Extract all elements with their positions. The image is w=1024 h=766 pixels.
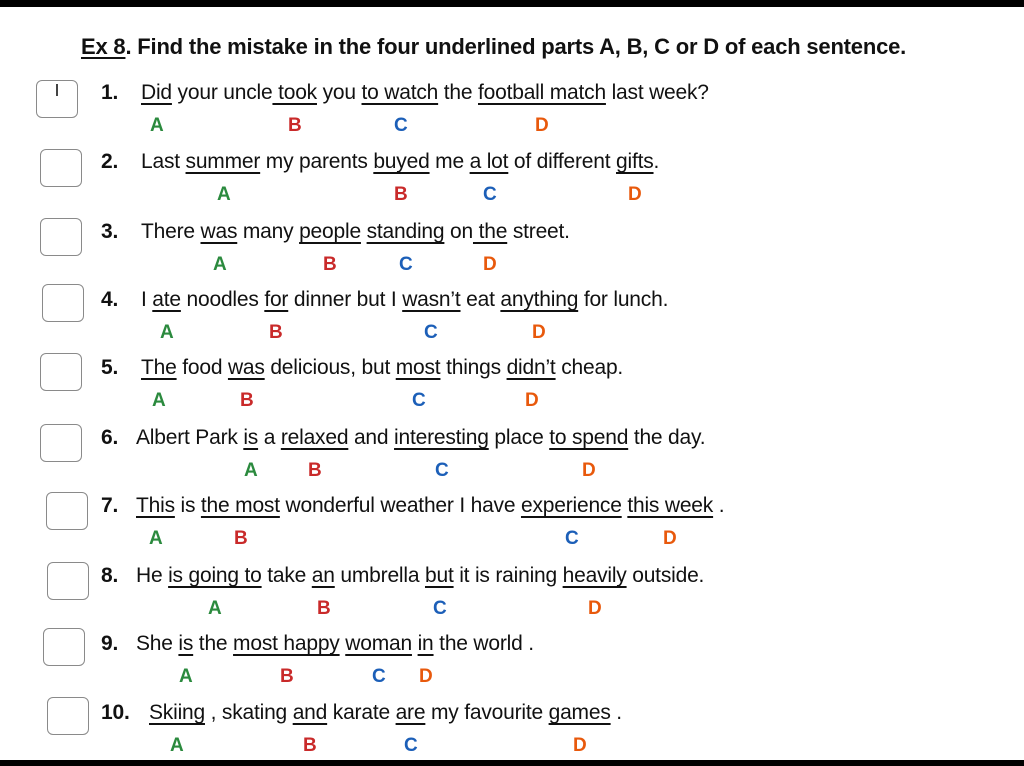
choice-label-c: C bbox=[372, 666, 386, 687]
underlined-part: the most bbox=[200, 494, 280, 517]
answer-checkbox-7[interactable] bbox=[46, 492, 88, 530]
underlined-part: standing bbox=[366, 220, 445, 243]
underlined-part: buyed bbox=[373, 150, 430, 173]
sentence-text: place bbox=[488, 426, 550, 449]
underlined-part: took bbox=[272, 81, 317, 104]
choice-label-a: A bbox=[217, 184, 231, 205]
underlined-part: didn’t bbox=[506, 356, 556, 379]
underlined-part: most bbox=[395, 356, 441, 379]
sentence-1 bbox=[101, 80, 709, 106]
sentence-text: umbrella bbox=[334, 564, 425, 587]
sentence-text: is bbox=[174, 494, 201, 517]
sentence-text: the world . bbox=[433, 632, 534, 655]
sentence-text: Last bbox=[141, 150, 186, 173]
choice-label-b: B bbox=[280, 666, 294, 687]
sentence-10 bbox=[101, 700, 622, 726]
underlined-part: and bbox=[292, 701, 328, 724]
answer-checkbox-2[interactable] bbox=[40, 149, 82, 187]
choice-label-b: B bbox=[317, 598, 331, 619]
sentence-text: He bbox=[136, 564, 169, 587]
answer-checkbox-6[interactable] bbox=[40, 424, 82, 462]
sentence-text: things bbox=[440, 356, 507, 379]
sentence-number: 6. bbox=[101, 426, 119, 449]
answer-checkbox-5[interactable] bbox=[40, 353, 82, 391]
choice-label-b: B bbox=[269, 322, 283, 343]
sentence-text: on bbox=[444, 220, 473, 243]
underlined-part: a lot bbox=[469, 150, 509, 173]
sentence-4 bbox=[101, 287, 668, 313]
underlined-part: football match bbox=[478, 81, 606, 104]
choice-label-b: B bbox=[234, 528, 248, 549]
underlined-part: in bbox=[417, 632, 434, 655]
sentence-number: 3. bbox=[101, 220, 119, 243]
choice-label-b: B bbox=[308, 460, 322, 481]
sentence-text: my favourite bbox=[425, 701, 549, 724]
choice-label-a: A bbox=[244, 460, 258, 481]
answer-checkbox-4[interactable] bbox=[42, 284, 84, 322]
underlined-part: is going to bbox=[168, 564, 262, 587]
sentence-text: karate bbox=[327, 701, 396, 724]
sentence-text: it is raining bbox=[453, 564, 563, 587]
choice-label-c: C bbox=[565, 528, 579, 549]
underlined-part: heavily bbox=[562, 564, 627, 587]
sentence-text: I bbox=[141, 288, 153, 311]
choice-label-d: D bbox=[532, 322, 546, 343]
choice-label-d: D bbox=[663, 528, 677, 549]
sentence-text: of different bbox=[508, 150, 617, 173]
sentence-number: 2. bbox=[101, 150, 119, 173]
sentence-text: take bbox=[261, 564, 312, 587]
underlined-part: the bbox=[472, 220, 508, 243]
underlined-part: ate bbox=[152, 288, 181, 311]
sentence-text: eat bbox=[460, 288, 501, 311]
sentence-text: Albert Park bbox=[136, 426, 244, 449]
sentence-6 bbox=[101, 425, 705, 451]
underlined-part: to spend bbox=[549, 426, 629, 449]
choice-label-b: B bbox=[394, 184, 408, 205]
sentence-3 bbox=[101, 219, 570, 245]
choice-label-c: C bbox=[394, 115, 408, 136]
choice-label-a: A bbox=[208, 598, 222, 619]
underlined-part: Skiing bbox=[149, 701, 205, 724]
choice-label-c: C bbox=[399, 254, 413, 275]
sentence-7 bbox=[101, 493, 724, 519]
underlined-part: games bbox=[548, 701, 611, 724]
choice-label-c: C bbox=[483, 184, 497, 205]
sentence-text: street. bbox=[507, 220, 570, 243]
underlined-part: relaxed bbox=[280, 426, 349, 449]
sentence-text: She bbox=[136, 632, 179, 655]
underlined-part: most happy bbox=[233, 632, 340, 655]
choice-label-a: A bbox=[149, 528, 163, 549]
sentence-text: delicious, but bbox=[264, 356, 396, 379]
sentence-text: last week? bbox=[605, 81, 709, 104]
choice-label-d: D bbox=[582, 460, 596, 481]
sentence-text: you bbox=[316, 81, 362, 104]
choice-label-a: A bbox=[150, 115, 164, 136]
sentence-text: my parents bbox=[260, 150, 374, 173]
choice-label-d: D bbox=[535, 115, 549, 136]
answer-checkbox-10[interactable] bbox=[47, 697, 89, 735]
sentence-number: 7. bbox=[101, 494, 119, 517]
underlined-part: is bbox=[178, 632, 194, 655]
choice-label-c: C bbox=[435, 460, 449, 481]
choice-label-d: D bbox=[573, 735, 587, 756]
underlined-part: is bbox=[243, 426, 259, 449]
sentence-number: 4. bbox=[101, 288, 119, 311]
sentence-text: many bbox=[237, 220, 300, 243]
underlined-part: anything bbox=[500, 288, 579, 311]
sentence-number: 5. bbox=[101, 356, 119, 379]
sentence-text: for lunch. bbox=[578, 288, 669, 311]
choice-label-b: B bbox=[323, 254, 337, 275]
underlined-part: experience bbox=[520, 494, 622, 517]
sentence-number: 1. bbox=[101, 81, 119, 104]
sentence-2 bbox=[101, 149, 659, 175]
sentence-number: 9. bbox=[101, 632, 119, 655]
exercise-title bbox=[81, 34, 906, 60]
choice-label-c: C bbox=[404, 735, 418, 756]
underlined-part: summer bbox=[185, 150, 261, 173]
underlined-part: woman bbox=[345, 632, 412, 655]
sentence-5 bbox=[101, 355, 623, 381]
choice-label-d: D bbox=[419, 666, 433, 687]
choice-label-a: A bbox=[179, 666, 193, 687]
bottom-border bbox=[0, 760, 1024, 766]
sentence-text: . bbox=[653, 150, 660, 173]
underlined-part: people bbox=[299, 220, 361, 243]
underlined-part: but bbox=[424, 564, 454, 587]
sentence-text: the bbox=[193, 632, 234, 655]
sentence-text: dinner but I bbox=[288, 288, 403, 311]
sentence-text: wonderful weather I have bbox=[279, 494, 521, 517]
sentence-text: food bbox=[176, 356, 228, 379]
underlined-part: are bbox=[395, 701, 426, 724]
underlined-part: The bbox=[141, 356, 177, 379]
underlined-part: was bbox=[200, 220, 238, 243]
choice-label-c: C bbox=[433, 598, 447, 619]
exercise-number: Ex 8 bbox=[81, 34, 126, 59]
sentence-text: a bbox=[258, 426, 281, 449]
underlined-part: Did bbox=[141, 81, 172, 104]
underlined-part: interesting bbox=[394, 426, 489, 449]
choice-label-b: B bbox=[240, 390, 254, 411]
choice-label-b: B bbox=[288, 115, 302, 136]
sentence-text: cheap. bbox=[555, 356, 624, 379]
sentence-text: the bbox=[438, 81, 478, 104]
underlined-part: this week bbox=[627, 494, 714, 517]
choice-label-d: D bbox=[588, 598, 602, 619]
sentence-text: There bbox=[141, 220, 201, 243]
underlined-part: wasn’t bbox=[402, 288, 461, 311]
sentence-text: . bbox=[713, 494, 725, 517]
sentence-text: your uncle bbox=[171, 81, 273, 104]
answer-checkbox-8[interactable] bbox=[47, 562, 89, 600]
underlined-part: This bbox=[136, 494, 175, 517]
sentence-8 bbox=[101, 563, 704, 589]
underlined-part: for bbox=[264, 288, 289, 311]
answer-checkbox-3[interactable] bbox=[40, 218, 82, 256]
sentence-text: . bbox=[610, 701, 622, 724]
choice-label-b: B bbox=[303, 735, 317, 756]
sentence-text: , skating bbox=[205, 701, 293, 724]
sentence-text: and bbox=[348, 426, 395, 449]
sentence-number: 10. bbox=[101, 701, 130, 724]
choice-label-a: A bbox=[170, 735, 184, 756]
underlined-part: an bbox=[311, 564, 335, 587]
sentence-9 bbox=[101, 631, 534, 657]
answer-checkbox-9[interactable] bbox=[43, 628, 85, 666]
sentence-text: the day. bbox=[628, 426, 706, 449]
sentence-text: noodles bbox=[180, 288, 265, 311]
sentence-text: me bbox=[429, 150, 470, 173]
sentence-text: outside. bbox=[626, 564, 705, 587]
underlined-part: was bbox=[227, 356, 265, 379]
exercise-instruction: . Find the mistake in the four underlined parts A, B, C or D of each sentence. bbox=[125, 34, 907, 59]
choice-label-d: D bbox=[483, 254, 497, 275]
answer-checkbox-1[interactable] bbox=[36, 80, 78, 118]
underlined-part: to watch bbox=[361, 81, 439, 104]
underlined-part: gifts bbox=[616, 150, 654, 173]
choice-label-d: D bbox=[628, 184, 642, 205]
choice-label-c: C bbox=[412, 390, 426, 411]
sentence-number: 8. bbox=[101, 564, 119, 587]
choice-label-a: A bbox=[213, 254, 227, 275]
top-border bbox=[0, 0, 1024, 7]
choice-label-a: A bbox=[160, 322, 174, 343]
choice-label-a: A bbox=[152, 390, 166, 411]
choice-label-d: D bbox=[525, 390, 539, 411]
choice-label-c: C bbox=[424, 322, 438, 343]
